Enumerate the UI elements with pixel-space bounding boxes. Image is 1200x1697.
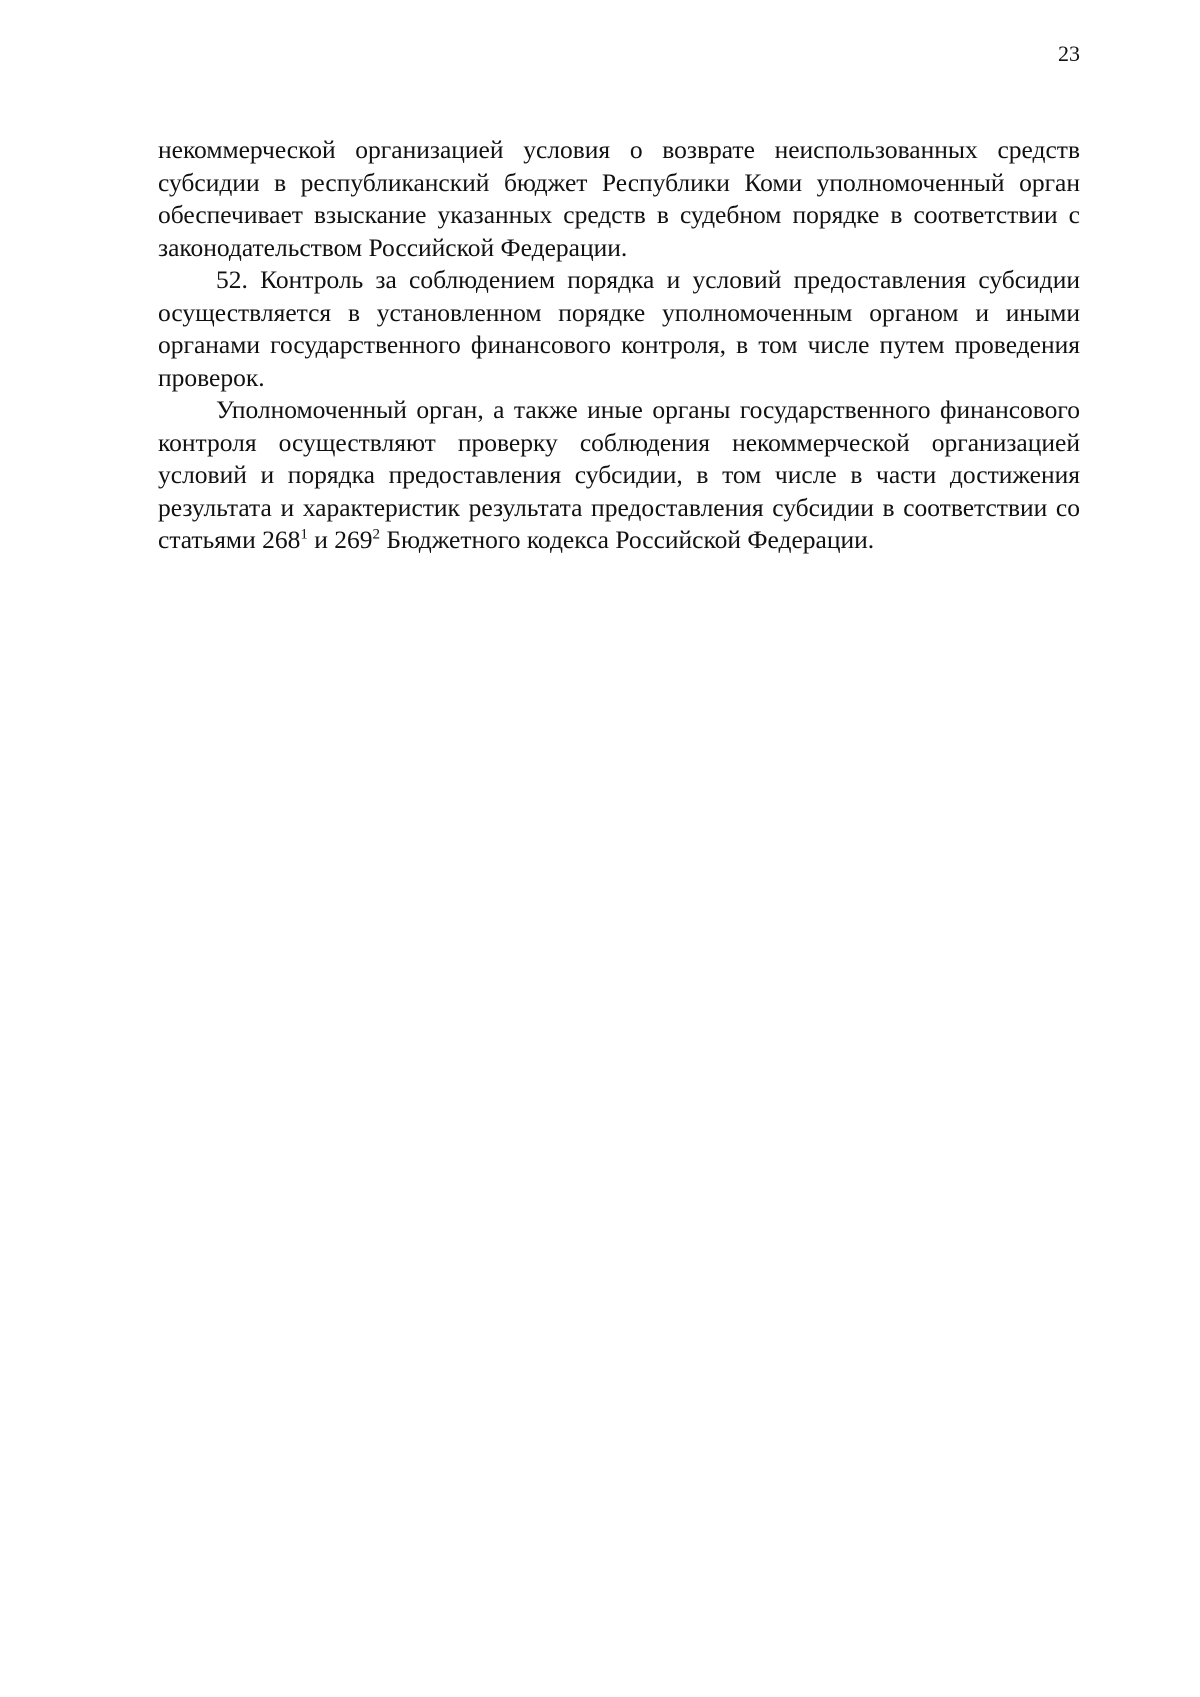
paragraph-inspection-text-1: Уполномоченный орган, а также иные органы государственного финансового контроля осуществляют проверку соблюдения некоммерческой организацией условий и порядка предоставления субсидии, в том числе в части достижения результата и характеристик результата предоставления субсидии в соответствии со статьями 268 bbox=[158, 395, 1080, 554]
paragraph-continuation: некоммерческой организацией условия о возврате неиспользованных средств субсидии в республиканский бюджет Республики Коми уполномоченный орган обеспечивает взыскание указанных средств в судебном порядке в соответствии с законодательством Российской Федерации. bbox=[158, 135, 1080, 262]
paragraph-inspection-text-3: Бюджетного кодекса Российской Федерации. bbox=[380, 525, 875, 554]
page-number: 23 bbox=[1058, 41, 1080, 66]
superscript-2: 2 bbox=[372, 526, 380, 543]
document-body bbox=[158, 134, 1080, 557]
paragraph-52: 52. Контроль за соблюдением порядка и условий предоставления субсидии осуществляется в установленном порядке уполномоченным органом и иными органами государственного финансового контроля, в том числе путем проведения проверок. bbox=[158, 265, 1080, 392]
paragraph-inspection bbox=[158, 394, 1080, 557]
superscript-1: 1 bbox=[300, 526, 308, 543]
paragraph-inspection-text-2: и 269 bbox=[307, 525, 373, 554]
